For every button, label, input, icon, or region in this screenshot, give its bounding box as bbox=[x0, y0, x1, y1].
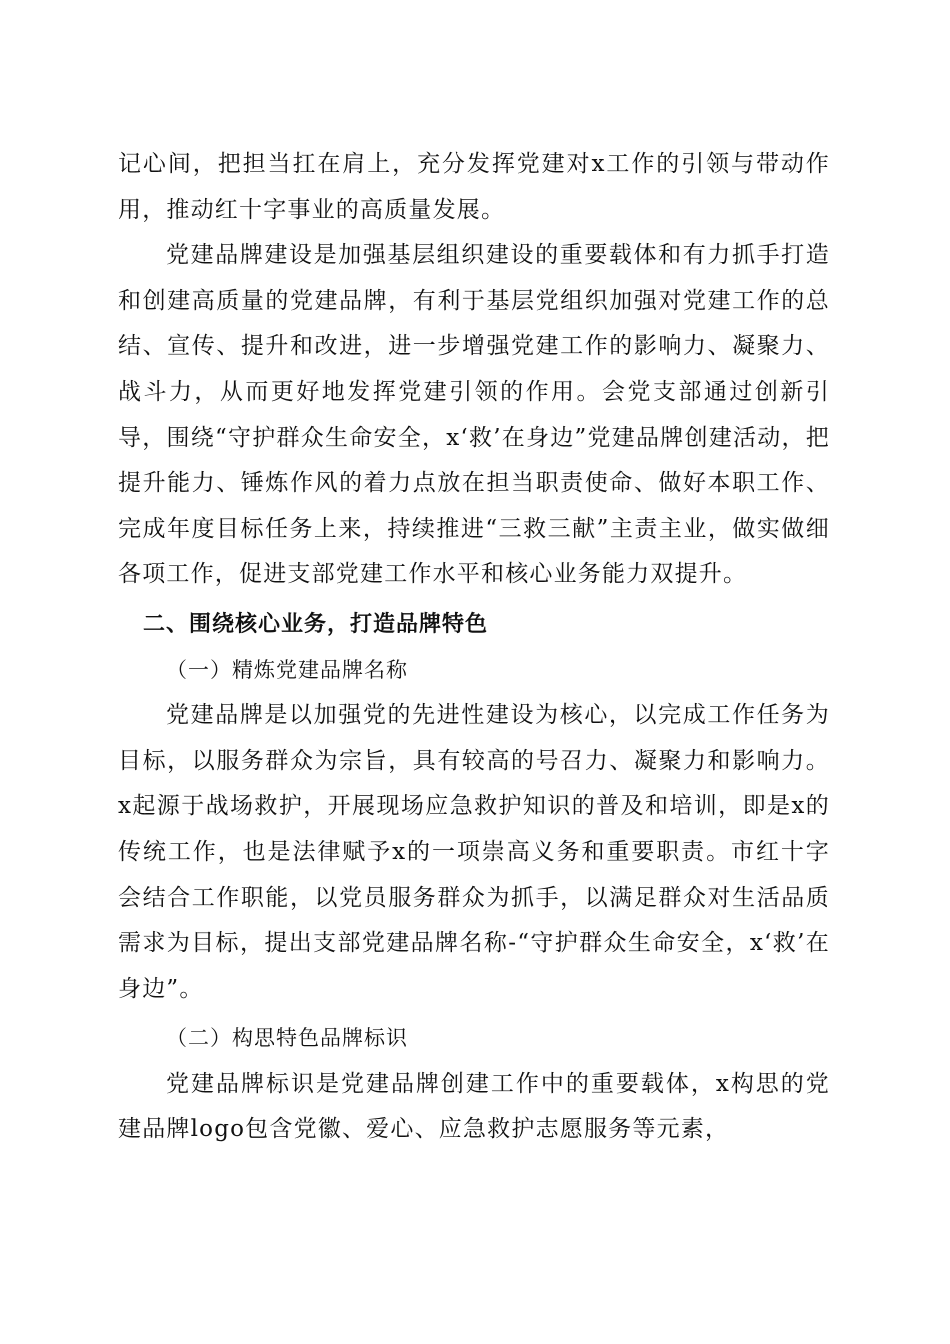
document-body bbox=[118, 142, 830, 1153]
paragraph-continuation: 记心间，把担当扛在肩上，充分发挥党建对x工作的引领与带动作用，推动红十字事业的高质量发展。 bbox=[118, 151, 830, 223]
paragraph-brand-logo: 党建品牌标识是党建品牌创建工作中的重要载体，x构思的党建品牌logo包含党徽、爱心、应急救护志愿服务等元素， bbox=[118, 1070, 830, 1143]
section-heading: 二、围绕核心业务，打造品牌特色 bbox=[143, 611, 489, 637]
subsection-heading-brand-name: （一）精炼党建品牌名称 bbox=[166, 657, 408, 682]
paragraph-brand-building: 党建品牌建设是加强基层组织建设的重要载体和有力抓手打造和创建高质量的党建品牌，有利于基层党组织加强对党建工作的总结、宣传、提升和改进，进一步增强党建工作的影响力、凝聚力、战斗力，从而更好地发挥党建引领的作用。会党支部通过创新引导，围绕“守护群众生命安全，x‘救’在身边”党建品牌创建活动，把提升能力、锤炼作风的着力点放在担当职责使命、做好本职工作、完成年度目标任务上来，持续推进“三救三献”主责主业，做实做细各项工作，促进支部党建工作水平和核心业务能力双提升。 bbox=[118, 242, 830, 588]
paragraph-brand-name: 党建品牌是以加强党的先进性建设为核心，以完成工作任务为目标，以服务群众为宗旨，具有较高的号召力、凝聚力和影响力。x起源于战场救护，开展现场应急救护知识的普及和培训，即是x的传统工作，也是法律赋予x的一项崇高义务和重要职责。市红十字会结合工作职能，以党员服务群众为抓手，以满足群众对生活品质需求为目标，提出支部党建品牌名称-“守护群众生命安全，x‘救’在身边”。 bbox=[118, 702, 830, 1002]
subsection-heading-brand-logo: （二）构思特色品牌标识 bbox=[166, 1026, 408, 1051]
